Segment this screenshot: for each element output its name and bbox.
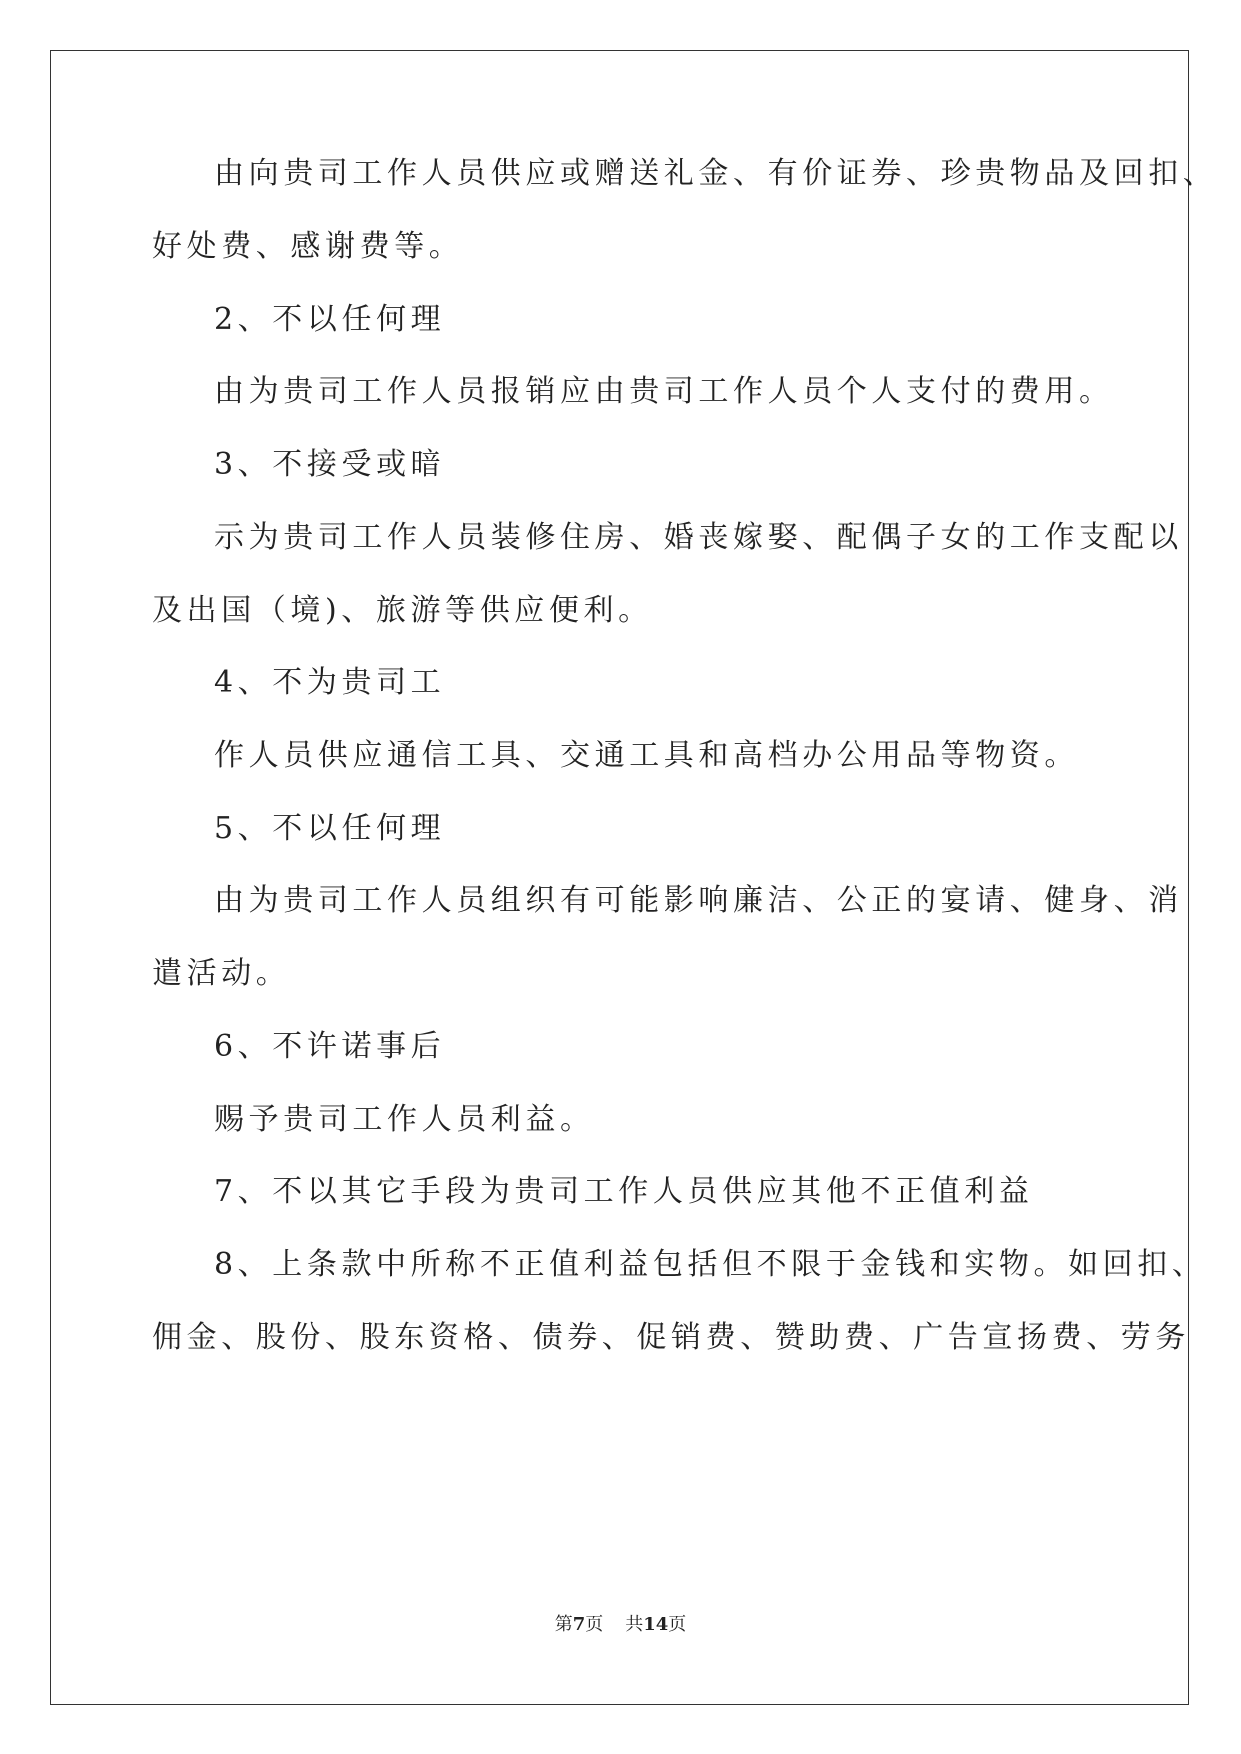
paragraph-line: 由为贵司工作人员报销应由贵司工作人员个人支付的费用。 xyxy=(214,374,1114,409)
paragraph-line: 佣金、股份、股东资格、债券、促销费、赞助费、广告宣扬费、劳务 xyxy=(152,1320,1190,1355)
footer-total-prefix: 共 xyxy=(625,1614,644,1635)
paragraph-line: 赐予贵司工作人员利益。 xyxy=(214,1102,595,1137)
paragraph-line: 由为贵司工作人员组织有可能影响廉洁、公正的宴请、健身、消 xyxy=(214,883,1183,918)
paragraph-line: 5、不以任何理 xyxy=(214,811,446,846)
paragraph-line: 4、不为贵司工 xyxy=(214,665,446,700)
footer-page-prefix: 第 xyxy=(554,1614,573,1635)
page-footer xyxy=(0,1613,1241,1637)
paragraph-line: 好处费、感谢费等。 xyxy=(152,229,464,264)
paragraph-line: 6、不许诺事后 xyxy=(214,1029,446,1064)
page-border xyxy=(50,50,1189,1705)
paragraph-line: 8、上条款中所称不正值利益包括但不限于金钱和实物。如回扣、 xyxy=(214,1247,1207,1282)
paragraph-line: 由向贵司工作人员供应或赠送礼金、有价证券、珍贵物品及回扣、 xyxy=(214,156,1218,191)
footer-page-suffix: 页 xyxy=(585,1614,604,1635)
paragraph-line: 遣活动。 xyxy=(152,956,291,991)
paragraph-line: 3、不接受或暗 xyxy=(214,447,446,482)
footer-total-suffix: 页 xyxy=(668,1614,687,1635)
paragraph-line: 作人员供应通信工具、交通工具和高档办公用品等物资。 xyxy=(214,738,1079,773)
footer-total-pages: 14 xyxy=(643,1614,669,1635)
paragraph-line: 示为贵司工作人员装修住房、婚丧嫁娶、配偶子女的工作支配以 xyxy=(214,520,1183,555)
paragraph-line: 及出国（境)、旅游等供应便利。 xyxy=(152,593,653,628)
paragraph-line: 7、不以其它手段为贵司工作人员供应其他不正值利益 xyxy=(214,1174,1034,1209)
footer-page-number: 7 xyxy=(572,1614,586,1635)
paragraph-line: 2、不以任何理 xyxy=(214,302,446,337)
